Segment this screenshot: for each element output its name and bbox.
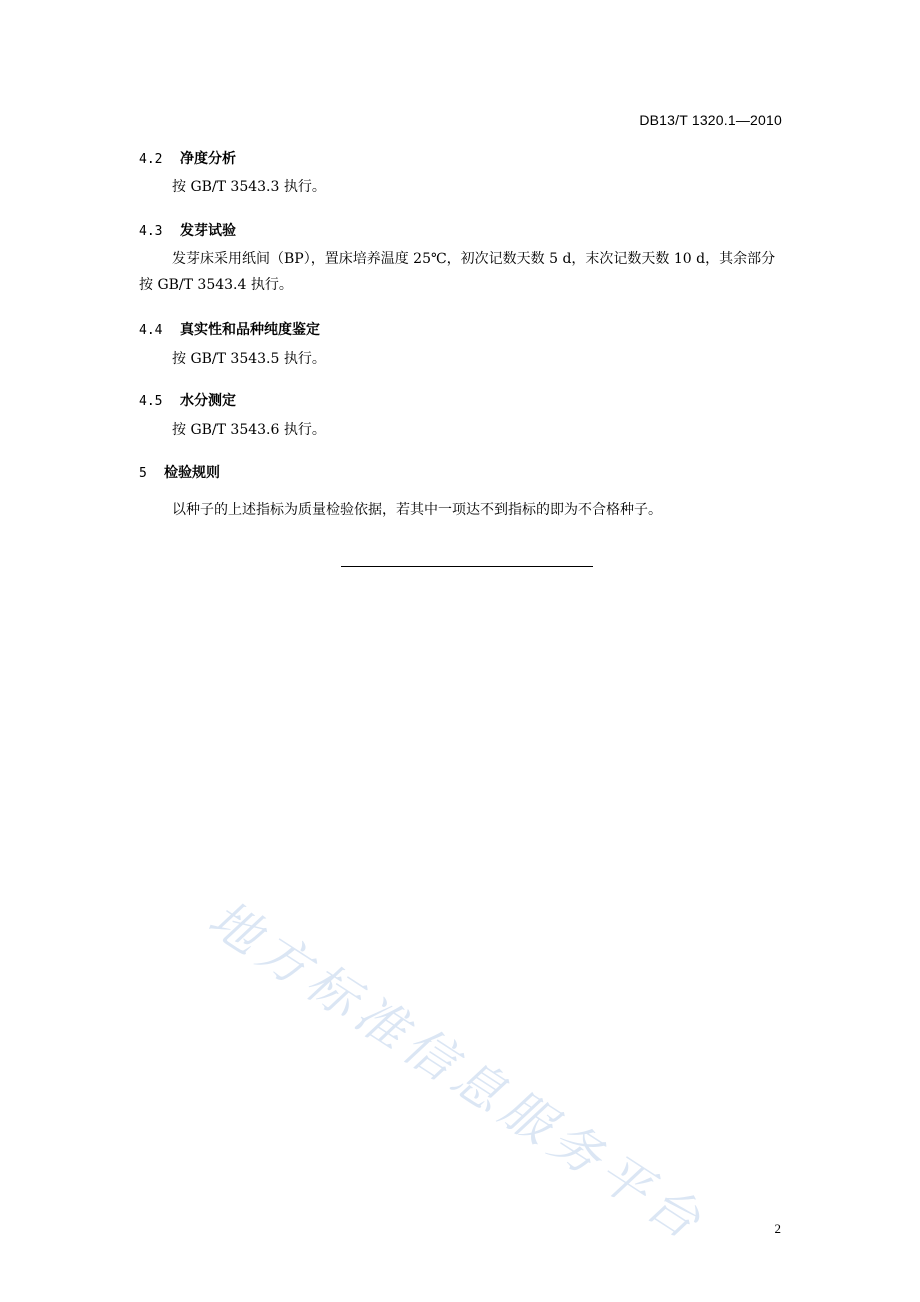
section-heading-4-4 <box>139 319 320 339</box>
section-body-4-3: 发芽床采用纸间（BP），置床培养温度 25℃，初次记数天数 5 d，末次记数天数 10 d，其余部分按 GB/T 3543.4 执行。 <box>139 251 776 293</box>
section-number: 4.4 <box>139 323 163 338</box>
section-body-4-4: 按 GB/T 3543.5 执行。 <box>172 351 326 367</box>
section-title: 水分测定 <box>180 393 236 409</box>
page-number: 2 <box>774 1221 781 1236</box>
section-body-5: 以种子的上述指标为质量检验依据，若其中一项达不到指标的即为不合格种子。 <box>172 502 662 518</box>
section-number: 4.2 <box>139 152 163 167</box>
section-title: 发芽试验 <box>180 223 236 239</box>
end-rule <box>341 566 593 567</box>
watermark: 地方标准信息服务平台 <box>198 889 717 1254</box>
section-body-4-2: 按 GB/T 3543.3 执行。 <box>172 179 326 195</box>
document-code: DB13/T 1320.1—2010 <box>639 112 782 128</box>
section-title: 真实性和品种纯度鉴定 <box>180 322 320 338</box>
section-heading-5 <box>139 462 220 482</box>
section-body-4-5: 按 GB/T 3543.6 执行。 <box>172 422 326 438</box>
section-heading-4-5 <box>139 390 236 410</box>
section-title: 净度分析 <box>180 151 236 167</box>
section-title: 检验规则 <box>164 465 220 481</box>
section-heading-4-3 <box>139 220 236 240</box>
section-number: 4.3 <box>139 224 163 239</box>
section-number: 5 <box>139 466 147 481</box>
section-number: 4.5 <box>139 394 163 409</box>
section-heading-4-2 <box>139 148 236 168</box>
